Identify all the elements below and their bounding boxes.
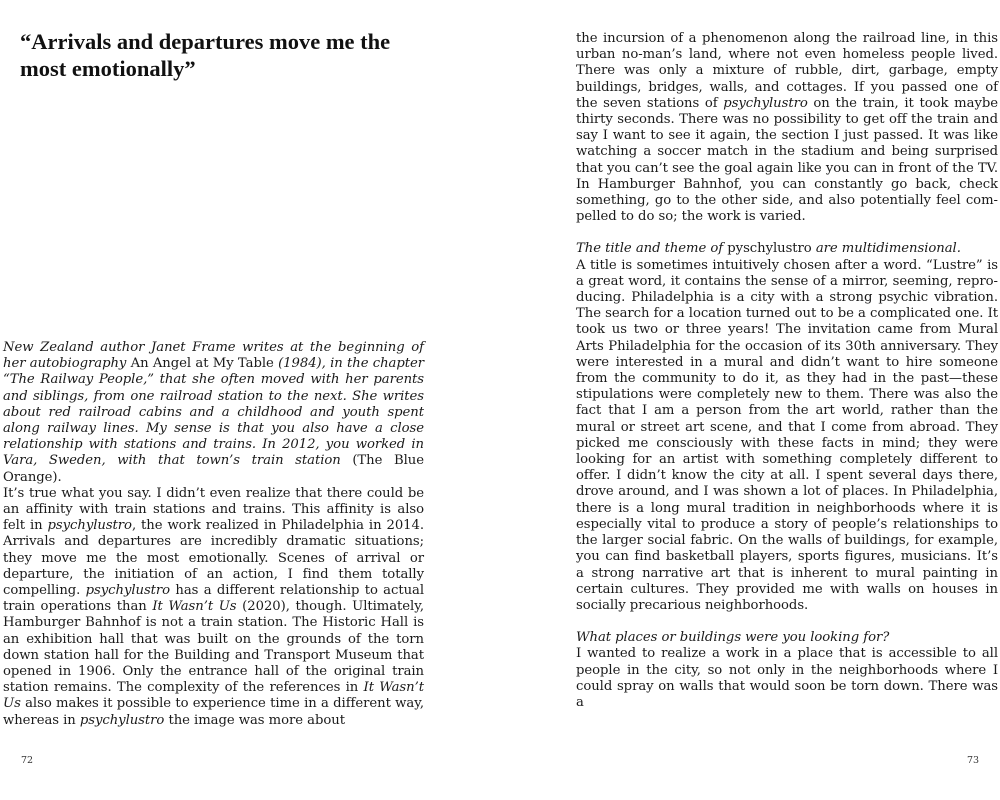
artwork-title: pyschylustro [727,241,812,257]
artwork-title: psychylustro [85,583,171,599]
text-run: the incursion of a phenomenon along the railroad line, in this urban no-man’s land, where not even homeless people lived. There was only a mixture of rubble, dirt, garbage, empty buildings, bridges, walls, and cottages. If you passed one of the seven stations of [576,31,998,111]
interview-question-2 [576,241,998,257]
page-number-right: 73 [967,755,980,766]
text-run: (2020), though. Ultimately, Hamburger Bahnhof is not a train station. The Historic Hall is an exhibition hall that was built on the grounds of the torn down station hall for the Building and Transport Museum that opened in 1906. Only the entrance hall of the original train station remains. The complexity of the references in [3,599,425,696]
interview-question-1 [3,340,424,486]
right-text-column [576,31,998,711]
text-run: What places or buildings were you looking for? [576,630,890,646]
answer-continuation [576,31,998,225]
text-run: I wanted to realize a work in a place that is accessible to all people in the city, so not only in the neighborhoods where I could spray on walls that would soon be torn down. There was a [576,646,998,710]
text-run: also makes it possible to experience time in a different way, whereas in [3,696,424,728]
text-run: are multidimensional. [811,241,961,257]
left-text-column [3,340,424,729]
interview-answer-1 [3,486,424,729]
interview-question-3 [576,630,998,646]
text-run: has a different relationship to actual train operations than [3,583,425,615]
artwork-title: psychylustro [79,712,165,728]
text-run: the image was more about [164,712,345,728]
artwork-title: It Wasn’t Us [3,680,424,712]
text-run: A title is sometimes intuitively chosen after a word. “Lustre” is a great word, it contains the sense of a mirror, seeming, reproducing. Philadelphia is a city with a strong psychic vibration. The search for a location turned out to be a complicated one. It took us two or three years! The invitation came from Mural Arts Philadelphia for the occasion of its 30th anniversary. They were interested in a mural and didn’t want to hire someone from the community to do it, as they had in the past—these stipulations were completely new to them. There was also the fact that I am a person from the art world, rather than the mural or street art scene, and that I come from abroad. They picked me consciously with these facts in mind; they were looking for an artist with something completely different to offer. I didn’t know the city at all. I spent several days there, drove around, and I was shown a lot of places. In Philadelphia, there is a long mural tradition in neighborhoods where it is especially vital to produce a story of people’s relationships to the larger social fabric. On the walls of buildings, for example, you can find basketball players, sports figures, musicians. It’s a strong narrative art that is inherent to mural painting in certain cultures. They provided me with walls on houses in socially precarious neighborhoods. [576,257,998,613]
text-run: The title and theme of [576,241,728,257]
book-title: An Angel at My Table [130,356,274,372]
text-run: (1984), in the chapter “The Railway People,” that she often moved with her parents and siblings, from one railroad station to the next. She writes about red railroad cabins and a childhood and youth spent along railway lines. My sense is that you also have a close relationship with stations and trains. In 2012, you worked in Vara, Sweden, with that town’s train station [3,356,424,469]
interview-answer-2 [576,258,998,614]
text-run: It’s true what you say. I didn’t even realize that there could be an affinity with train stations and trains. This affinity is also felt in [3,485,424,534]
interview-answer-3 [576,646,998,711]
right-page [500,0,1000,800]
artwork-title: (The Blue Orange). [3,453,424,485]
artwork-title: It Wasn’t Us [152,599,237,615]
article-headline: “Arrivals and departures move me the most emotionally” [20,29,391,81]
text-run: New Zealand author Janet Frame writes at the beginning of her autobiography [3,340,424,372]
artwork-title: psychylustro [47,518,132,534]
text-run: on the train, it took maybe thirty seconds. There was no possibility to get off the train and say I want to see it again, the section I just passed. It was like watching a soccer match in the stadium and being surprised that you can’t see the goal again like you can in front of the TV. In Hamburger Bahnhof, you can constantly go back, check something, go to the other side, and also potentially feel compelled to do so; the work is varied. [576,95,998,225]
page-number-left: 72 [21,755,34,766]
artwork-title: psychylustro [723,95,808,111]
text-run: , the work realized in Philadelphia in 2014. Arrivals and departures are incredibly dramatic situations; they move me the most emotionally. Scenes of arrival or departure, the initiation of an action, I find them totally compelling. [3,518,425,599]
